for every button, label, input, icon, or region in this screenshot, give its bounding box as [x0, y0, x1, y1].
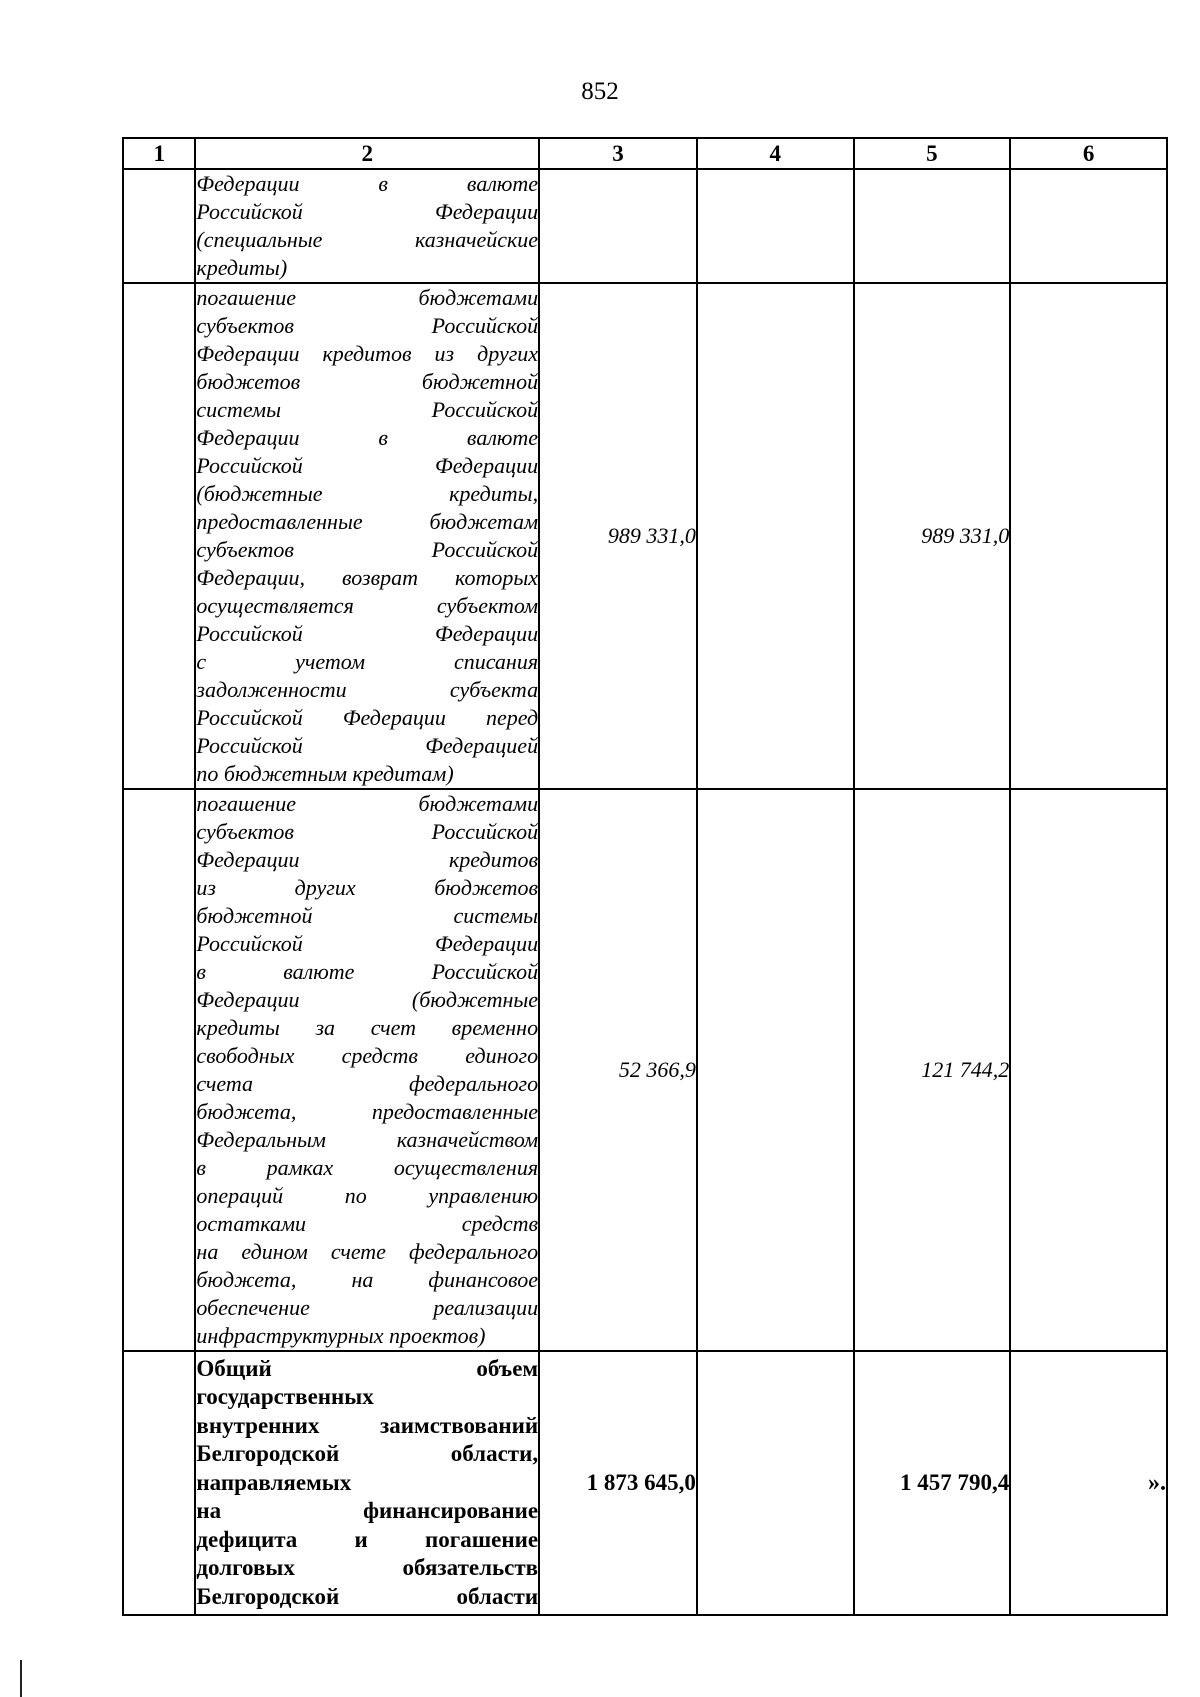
description-line: инфраструктурных проектов) [196, 1323, 486, 1348]
value-col3 [539, 169, 697, 283]
borrowings-table [122, 137, 1168, 1616]
description-line: из других бюджетов [196, 875, 539, 900]
description-line: субъектов Российской [196, 313, 539, 338]
value-col3: 1 873 645,0 [539, 1351, 697, 1615]
description-line: погашение бюджетами [196, 285, 539, 310]
description-line: на едином счете федерального [196, 1239, 539, 1264]
description-line: счета федерального [196, 1071, 539, 1096]
description-line: Российской Федерации перед [196, 705, 539, 730]
description-line: направляемых [196, 1469, 352, 1495]
description-line: в рамках осуществления [196, 1155, 539, 1180]
column-number: 6 [1010, 138, 1167, 169]
description-line: по бюджетным кредитам) [196, 761, 454, 786]
description-line: Общий объем [196, 1355, 539, 1381]
description-cell [195, 169, 539, 283]
value-col6 [1010, 169, 1167, 283]
description-line: Федерации в валюте [196, 425, 539, 450]
description-line: бюджетной системы [196, 903, 539, 928]
description-line: остатками средств [196, 1211, 539, 1236]
column-number-row [123, 138, 1167, 169]
description-line: (бюджетные кредиты, [196, 481, 539, 506]
description-line: субъектов Российской [196, 537, 539, 562]
column-number: 3 [539, 138, 697, 169]
value-col4 [697, 169, 854, 283]
column-number: 1 [123, 138, 195, 169]
description-line: долговых обязательств [196, 1555, 539, 1581]
description-line: (специальные казначейские [196, 227, 539, 252]
description-cell [195, 283, 539, 789]
row-index-cell [123, 169, 195, 283]
description-line: Белгородской области, [196, 1441, 539, 1467]
description-line: операций по управлению [196, 1183, 539, 1208]
description-line: бюджетов бюджетной [196, 369, 539, 394]
description-line: государственных [196, 1384, 374, 1410]
value-col4 [697, 1351, 854, 1615]
description-cell [195, 1351, 539, 1615]
description-line: в валюте Российской [196, 959, 539, 984]
description-line: Федерации в валюте [196, 171, 539, 196]
value-col6 [1010, 789, 1167, 1351]
total-row [123, 1351, 1167, 1615]
description-line: Российской Федерации [196, 931, 539, 956]
description-line: Российской Федерацией [196, 733, 539, 758]
description-line: погашение бюджетами [196, 791, 539, 816]
value-col4 [697, 789, 854, 1351]
column-number: 2 [195, 138, 539, 169]
description-line: системы Российской [196, 397, 539, 422]
description-line: на финансирование [196, 1498, 539, 1524]
description-line: бюджета, на финансовое [196, 1267, 539, 1292]
row-index-cell [123, 1351, 195, 1615]
description-line: Федерации кредитов из других [196, 341, 539, 366]
description-line: Федерации (бюджетные [196, 987, 539, 1012]
description-line: Российской Федерации [196, 199, 539, 224]
description-line: задолженности субъекта [196, 677, 539, 702]
description-line: осуществляется субъектом [196, 593, 539, 618]
description-line: субъектов Российской [196, 819, 539, 844]
table-row [123, 169, 1167, 283]
description-line: Федерации, возврат которых [196, 565, 539, 590]
row-index-cell [123, 283, 195, 789]
description-line: Российской Федерации [196, 621, 539, 646]
description-line: обеспечение реализации [196, 1295, 539, 1320]
column-number: 4 [697, 138, 854, 169]
description-line: внутренних заимствований [196, 1412, 539, 1438]
description-line: дефицита и погашение [196, 1526, 539, 1552]
value-col5: 1 457 790,4 [854, 1351, 1011, 1615]
description-cell [195, 789, 539, 1351]
closing-quote: ». [1010, 1351, 1167, 1615]
description-line: предоставленные бюджетам [196, 509, 539, 534]
description-line: бюджета, предоставленные [196, 1099, 539, 1124]
row-index-cell [123, 789, 195, 1351]
description-line: Федерации кредитов [196, 847, 539, 872]
description-line: свободных средств единого [196, 1043, 539, 1068]
value-col4 [697, 283, 854, 789]
value-col6 [1010, 283, 1167, 789]
value-col3: 52 366,9 [539, 789, 697, 1351]
value-col5 [854, 169, 1011, 283]
page-number: 852 [581, 78, 619, 105]
column-number: 5 [854, 138, 1011, 169]
description-line: кредиты за счет временно [196, 1015, 539, 1040]
value-col5: 989 331,0 [854, 283, 1011, 789]
table-row [123, 283, 1167, 789]
description-line: с учетом списания [196, 649, 539, 674]
description-line: Федеральным казначейством [196, 1127, 539, 1152]
value-col3: 989 331,0 [539, 283, 697, 789]
description-line: кредиты) [196, 255, 288, 280]
value-col5: 121 744,2 [854, 789, 1011, 1351]
scan-edge-mark [20, 1660, 22, 1697]
description-line: Российской Федерации [196, 453, 539, 478]
table-row [123, 789, 1167, 1351]
description-line: Белгородской области [196, 1583, 539, 1609]
